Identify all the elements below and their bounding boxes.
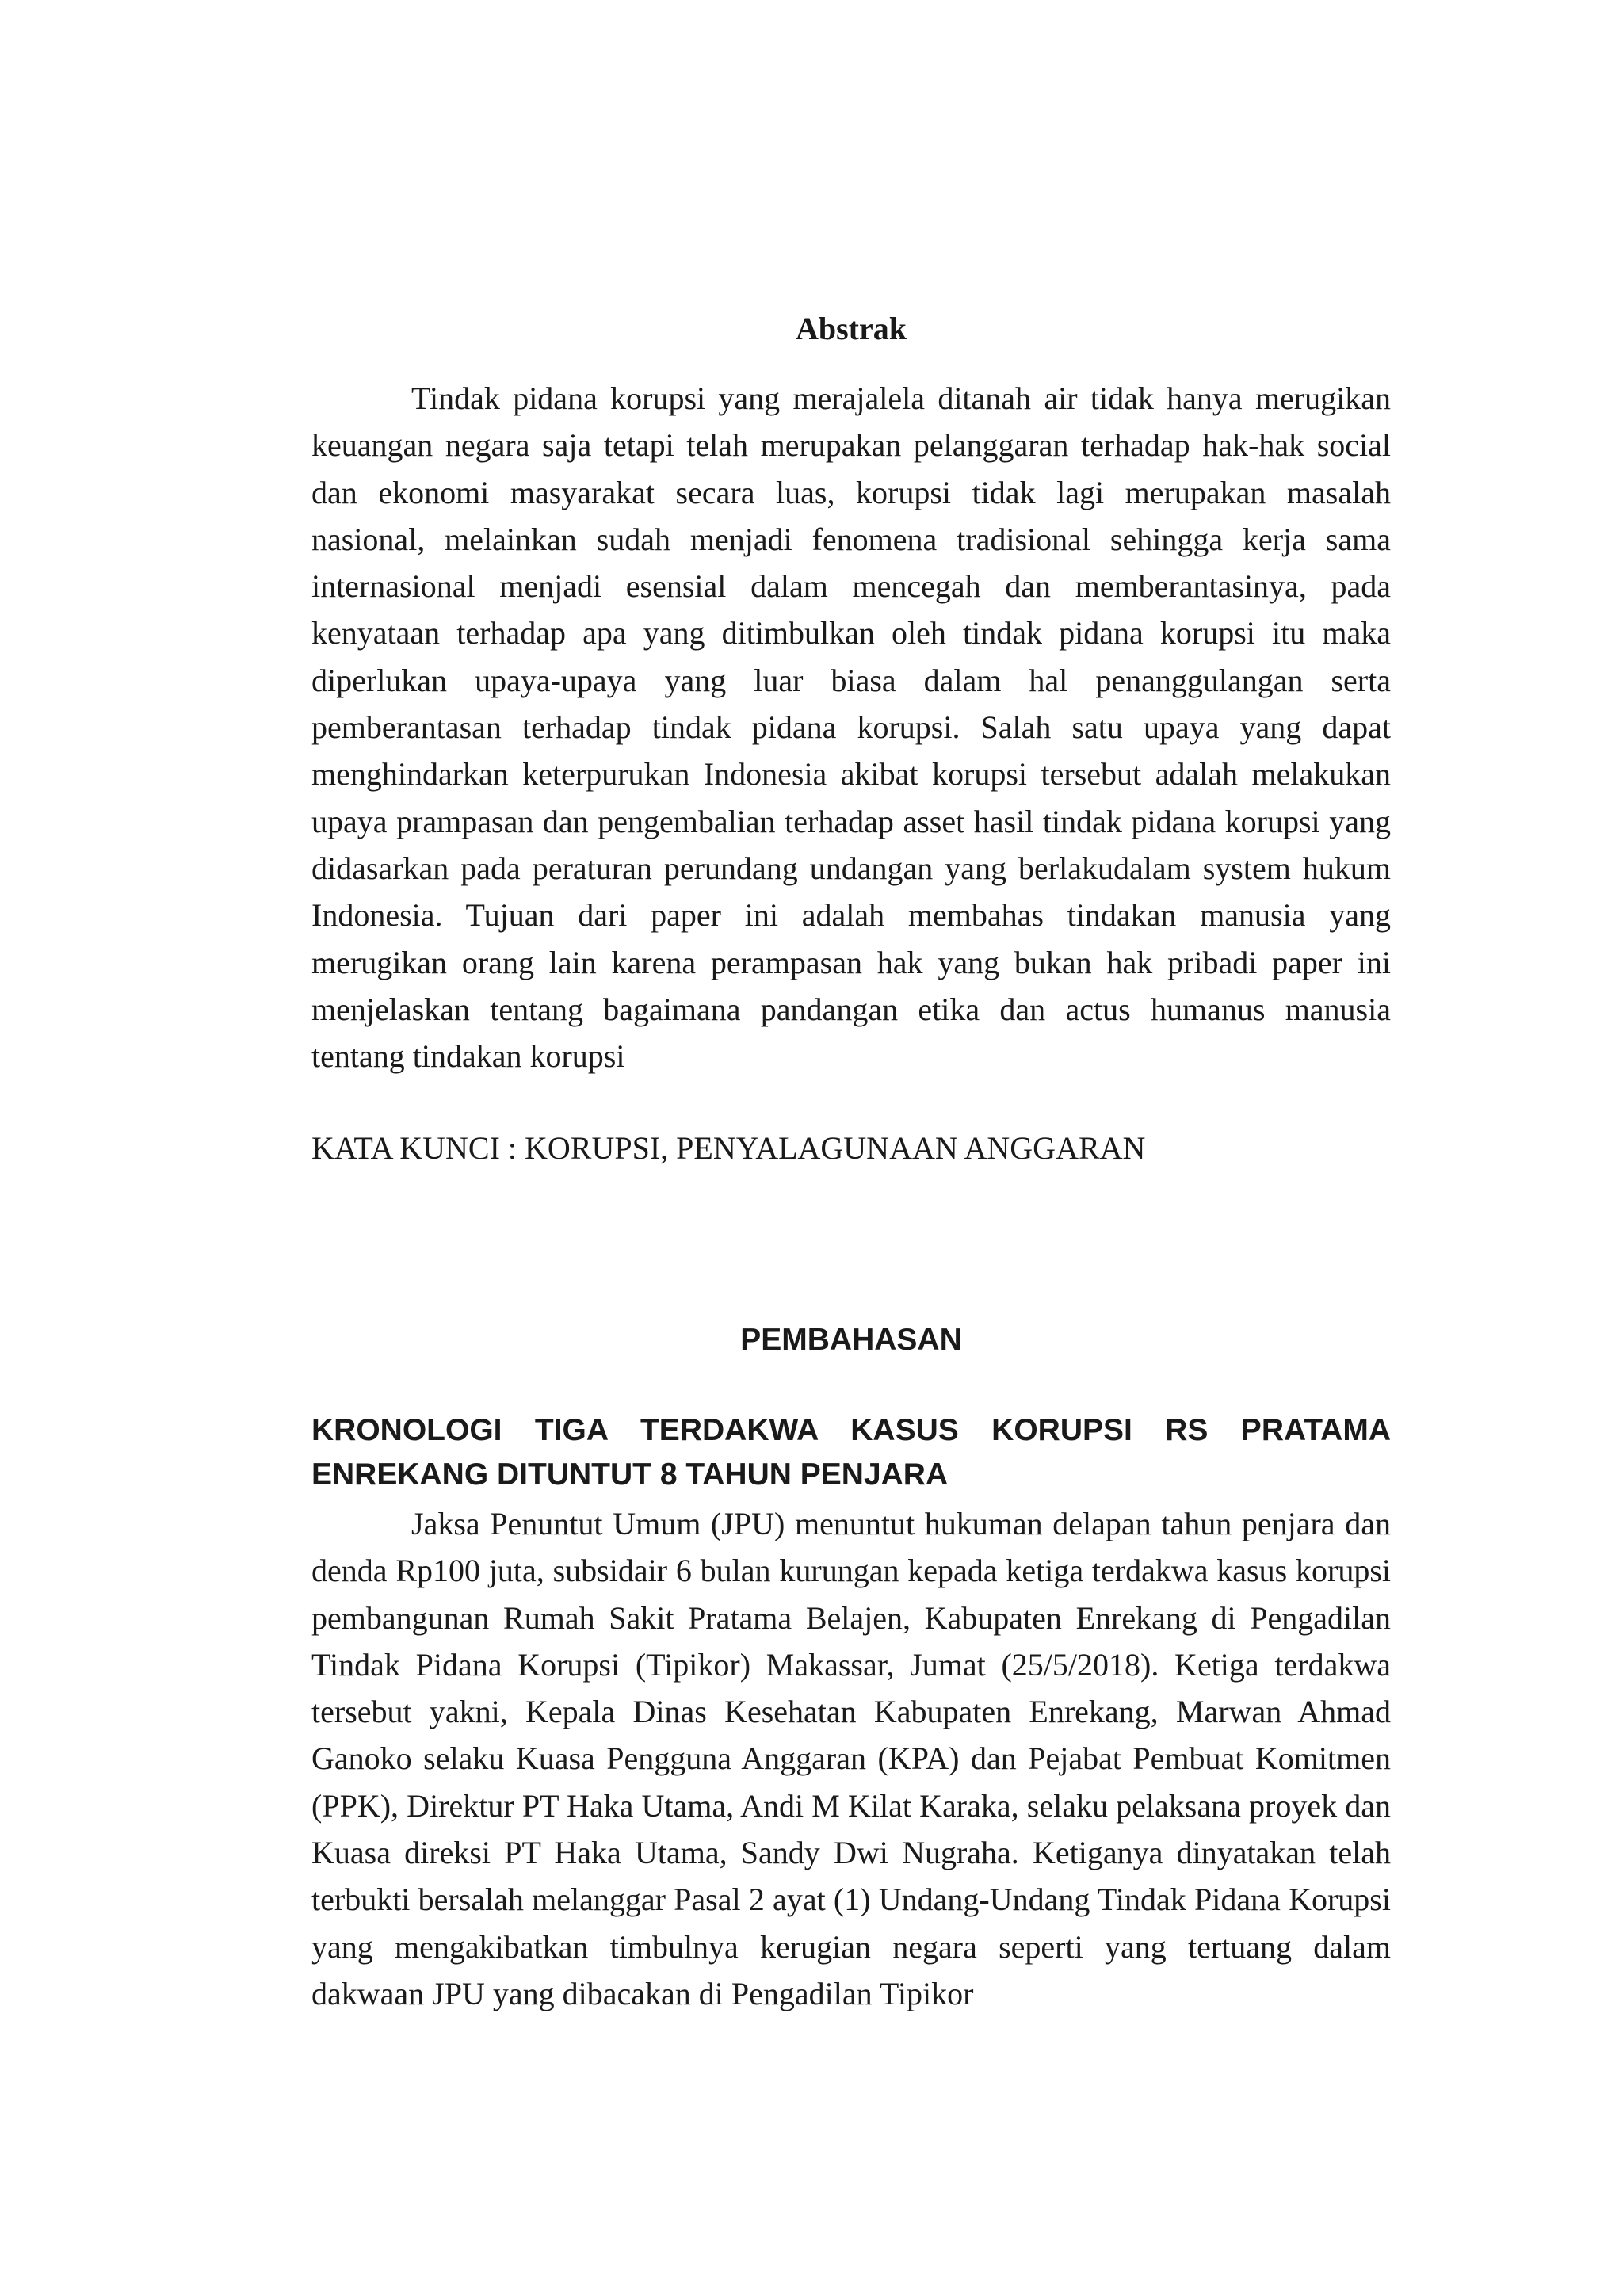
section-heading: PEMBAHASAN [740,1323,962,1357]
article-body: Jaksa Penuntut Umum (JPU) menuntut hukuman delapan tahun penjara dan denda Rp100 juta, subsidair 6 bulan kurungan kepada ketiga terdakwa kasus korupsi pembangunan Rumah Sakit Pratama Belajen, Kabupaten Enrekang di Pengadilan Tindak Pidana Korupsi (Tipikor) Makassar, Jumat (25/5/2018). Ketiga terdakwa tersebut yakni, Kepala Dinas Kesehatan Kabupaten Enrekang, Marwan Ahmad Ganoko selaku Kuasa Pengguna Anggaran (KPA) dan Pejabat Pembuat Komitmen (PPK), Direktur PT Haka Utama, Andi M Kilat Karaka, selaku pelaksana proyek dan Kuasa direksi PT Haka Utama, Sandy Dwi Nugraha. Ketiganya dinyatakan telah terbukti bersalah melanggar Pasal 2 ayat (1) Undang-Undang Tindak Pidana Korupsi yang mengakibatkan timbulnya kerugian negara seperti yang tertuang dalam dakwaan JPU yang dibacakan di Pengadilan Tipikor [311,1506,1391,2011]
keywords-line: KATA KUNCI : KORUPSI, PENYALAGUNAAN ANGGARAN [311,1130,1146,1166]
article-subheading: KRONOLOGI TIGA TERDAKWA KASUS KORUPSI RS PRATAMA ENREKANG DITUNTUT 8 TAHUN PENJARA [311,1413,1391,1492]
abstract-body: Tindak pidana korupsi yang merajalela ditanah air tidak hanya merugikan keuangan negara saja tetapi telah merupakan pelanggaran terhadap hak-hak social dan ekonomi masyarakat secara luas, korupsi tidak lagi merupakan masalah nasional, melainkan sudah menjadi fenomena tradisional sehingga kerja sama internasional menjadi esensial dalam mencegah dan memberantasinya, pada kenyataan terhadap apa yang ditimbulkan oleh tindak pidana korupsi itu maka diperlukan upaya-upaya yang luar biasa dalam hal penanggulangan serta pemberantasan terhadap tindak pidana korupsi. Salah satu upaya yang dapat menghindarkan keterpurukan Indonesia akibat korupsi tersebut adalah melakukan upaya prampasan dan pengembalian terhadap asset hasil tindak pidana korupsi yang didasarkan pada peraturan perundang undangan yang berlakudalam system hukum Indonesia. Tujuan dari paper ini adalah membahas tindakan manusia yang merugikan orang lain karena perampasan hak yang bukan hak pribadi paper ini menjelaskan tentang bagaimana pandangan etika dan actus humanus manusia tentang tindakan korupsi [311,380,1391,1075]
abstract-title: Abstrak [795,311,907,346]
